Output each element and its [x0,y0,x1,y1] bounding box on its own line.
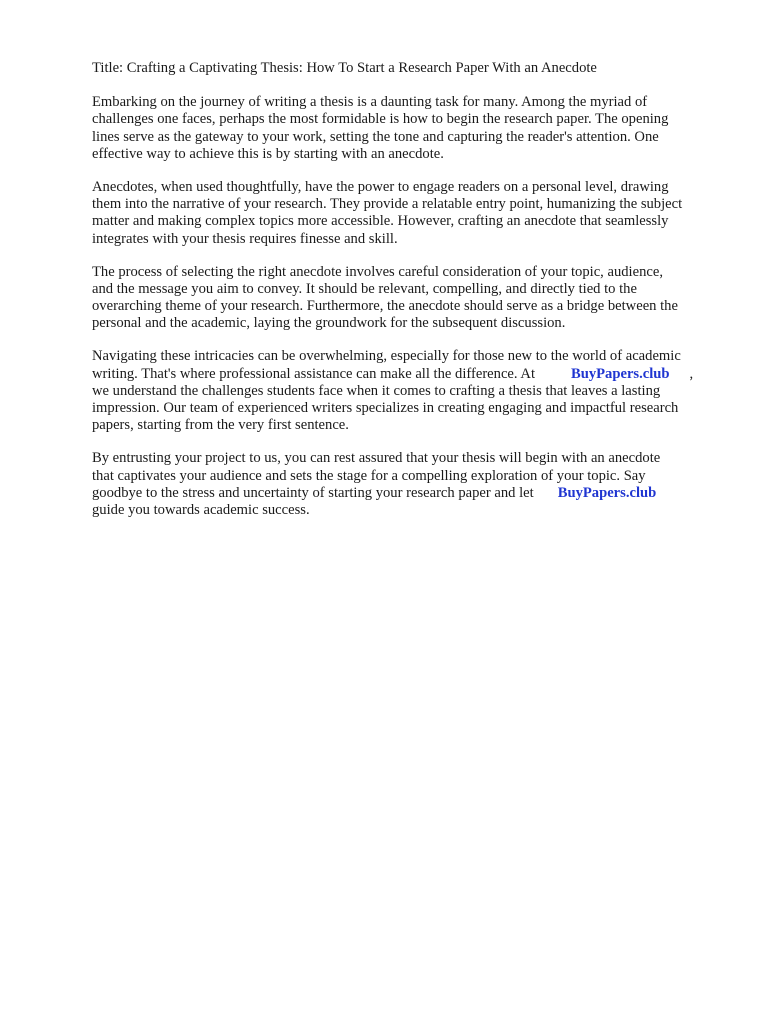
paragraph-line-with-link [92,366,732,383]
paragraph-line: overarching theme of your research. Furthermore, the anecdote should serve as a bridge between the [92,298,678,315]
paragraph-text: writing. That's where professional assistance can make all the difference. At [92,365,535,382]
paragraph-line-with-link [92,485,732,502]
paragraph-line: them into the narrative of your research. They provide a relatable entry point, humanizing the subject [92,196,683,213]
paragraph-process [92,264,732,333]
paragraph-navigating [92,348,732,434]
paragraph-text: goodbye to the stress and uncertainty of starting your research paper and let [92,484,534,501]
paragraph-line: papers, starting from the very first sentence. [92,417,349,434]
paragraph-line: challenges one faces, perhaps the most formidable is how to begin the research paper. The opening [92,111,669,128]
paragraph-line: guide you towards academic success. [92,501,310,518]
paragraph-line: The process of selecting the right anecdote involves careful consideration of your topic, audience, [92,263,663,280]
paragraph-line: impression. Our team of experienced writers specializes in creating engaging and impactful research [92,400,679,416]
paragraph-entrusting [92,450,732,519]
paragraph-line: Navigating these intricacies can be overwhelming, especially for those new to the world of academic [92,348,681,365]
buypapers-link[interactable]: BuyPapers.club [557,484,657,501]
buypapers-link[interactable]: BuyPapers.club [571,365,670,382]
paragraph-line: personal and the academic, laying the groundwork for the subsequent discussion. [92,315,566,332]
paragraph-line: we understand the challenges students face when it comes to crafting a thesis that leaves a lasting [92,382,661,399]
paragraph-line: integrates with your thesis requires finesse and skill. [92,230,398,247]
paragraph-text: , [689,365,694,382]
paragraph-line: By entrusting your project to us, you can rest assured that your thesis will begin with an anecdote [92,450,661,467]
document-title: Title: Crafting a Captivating Thesis: How To Start a Research Paper With an Anecdote [92,60,597,76]
document-body [92,60,732,535]
paragraph-line: matter and making complex topics more accessible. However, crafting an anecdote that seamlessly [92,213,669,230]
paragraph-line: Anecdotes, when used thoughtfully, have the power to engage readers on a personal level, drawing [92,178,669,195]
paragraph-anecdotes [92,179,732,248]
paragraph-line: Embarking on the journey of writing a thesis is a daunting task for many. Among the myriad of [92,94,648,111]
paragraph-line: that captivates your audience and sets the stage for a compelling exploration of your topic. Say [92,467,646,484]
paragraph-line: and the message you aim to convey. It should be relevant, compelling, and directly tied to the [92,280,637,297]
paragraph-intro [92,94,732,163]
paragraph-line: effective way to achieve this is by starting with an anecdote. [92,145,444,162]
paragraph-line: lines serve as the gateway to your work, setting the tone and capturing the reader's attention. One [92,128,659,145]
